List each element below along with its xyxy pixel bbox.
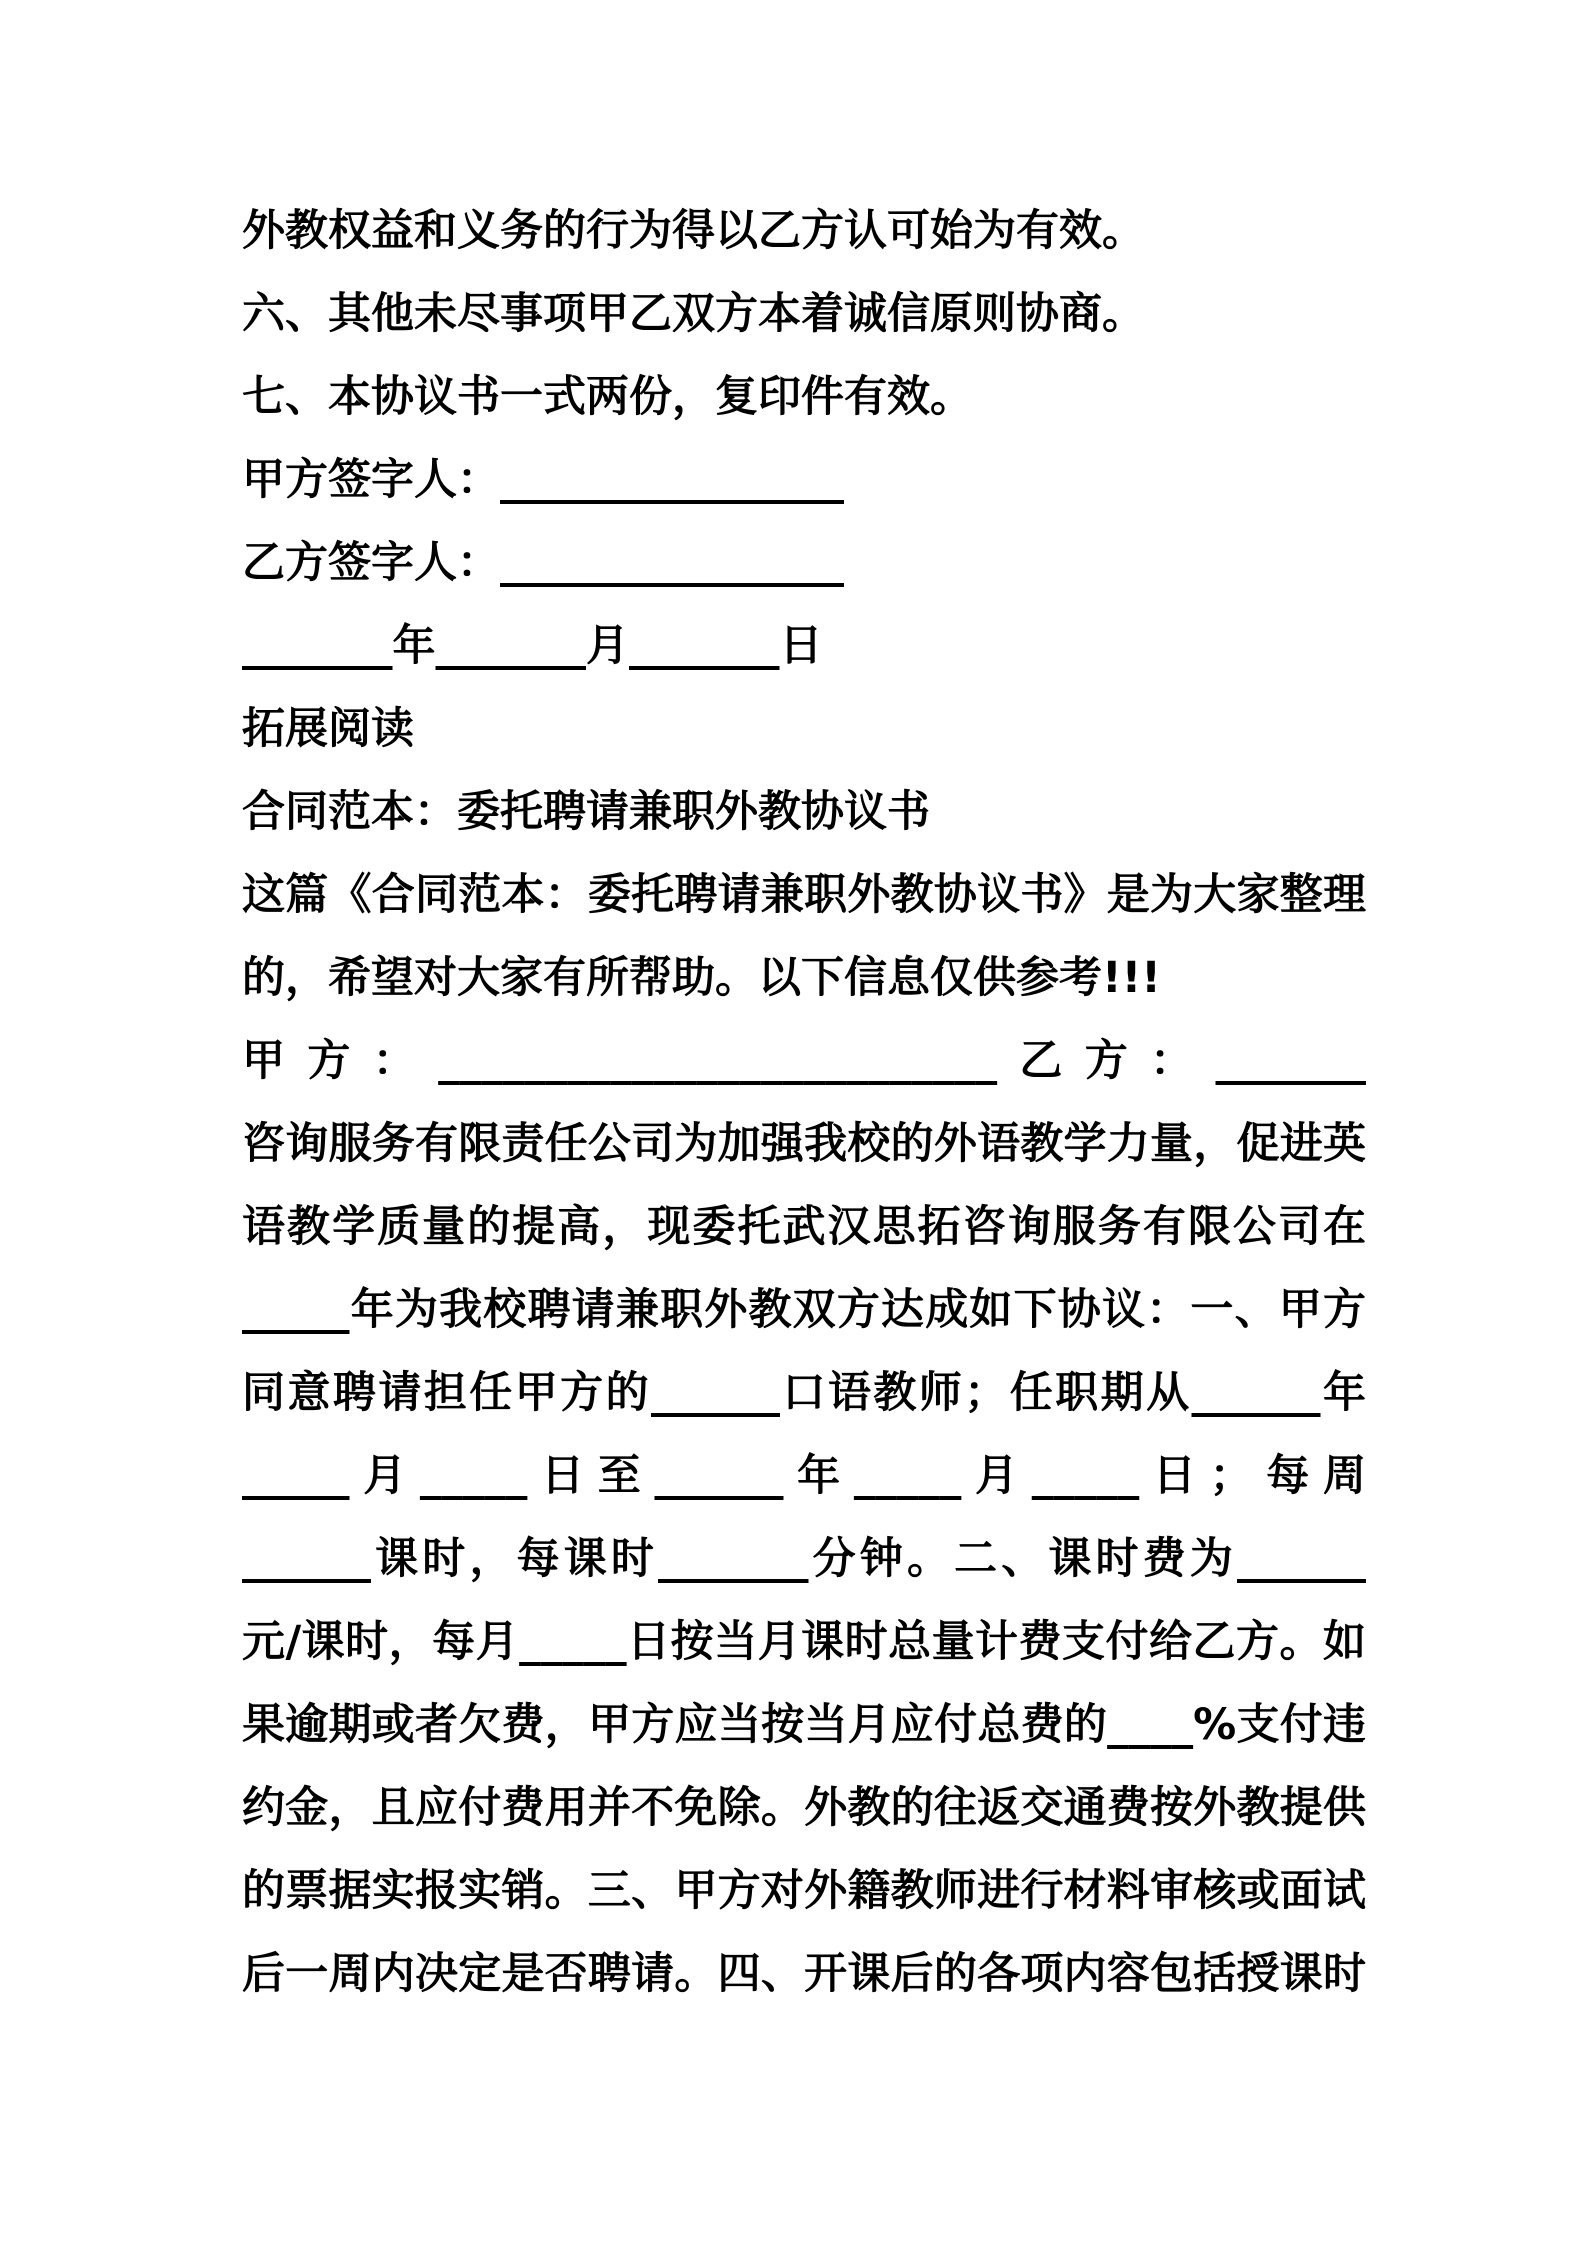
document-line: 语教学质量的提高，现委托武汉思拓咨询服务有限公司在 — [242, 1202, 1366, 1252]
document-line: 这篇《合同范本：委托聘请兼职外教协议书》是为大家整理 — [242, 870, 1366, 920]
document-line: ______课时，每课时_______分钟。二、课时费为______ — [242, 1534, 1366, 1584]
document-line: 元/课时，每月_____日按当月课时总量计费支付给乙方。如 — [242, 1617, 1366, 1667]
document-line: 的票据实报实销。三、甲方对外籍教师进行材料审核或面试 — [242, 1866, 1366, 1916]
document-line: 乙方签字人：________________ — [242, 538, 844, 588]
document-text-block — [242, 190, 1366, 2016]
document-line: 合同范本：委托聘请兼职外教协议书 — [242, 787, 930, 837]
document-line: 果逾期或者欠费，甲方应当按当月应付总费的____%支付违 — [242, 1700, 1366, 1750]
document-line: _______年_______月_______日 — [242, 621, 823, 671]
document-line: 约金，且应付费用并不免除。外教的往返交通费按外教提供 — [242, 1783, 1366, 1833]
document-line: 的，希望对大家有所帮助。以下信息仅供参考!!! — [242, 953, 1161, 1003]
document-line: 甲方签字人：________________ — [242, 455, 844, 505]
document-line: 咨询服务有限责任公司为加强我校的外语教学力量，促进英 — [242, 1119, 1366, 1169]
document-line: 外教权益和义务的行为得以乙方认可始为有效。 — [242, 206, 1145, 256]
document-line: _____年为我校聘请兼职外教双方达成如下协议：一、甲方 — [242, 1285, 1366, 1335]
document-line: 七、本协议书一式两份，复印件有效。 — [242, 372, 973, 422]
document-line: 拓展阅读 — [242, 704, 414, 754]
document-line: 后一周内决定是否聘请。四、开课后的各项内容包括授课时 — [242, 1949, 1366, 1999]
document-line: 甲方：__________________________乙方：_______ — [242, 1036, 1366, 1086]
document-line: 同意聘请担任甲方的______口语教师；任职期从______年 — [242, 1368, 1366, 1418]
document-line: 六、其他未尽事项甲乙双方本着诚信原则协商。 — [242, 289, 1145, 339]
document-line: _____月_____日至______年_____月_____日；每周 — [242, 1451, 1366, 1501]
